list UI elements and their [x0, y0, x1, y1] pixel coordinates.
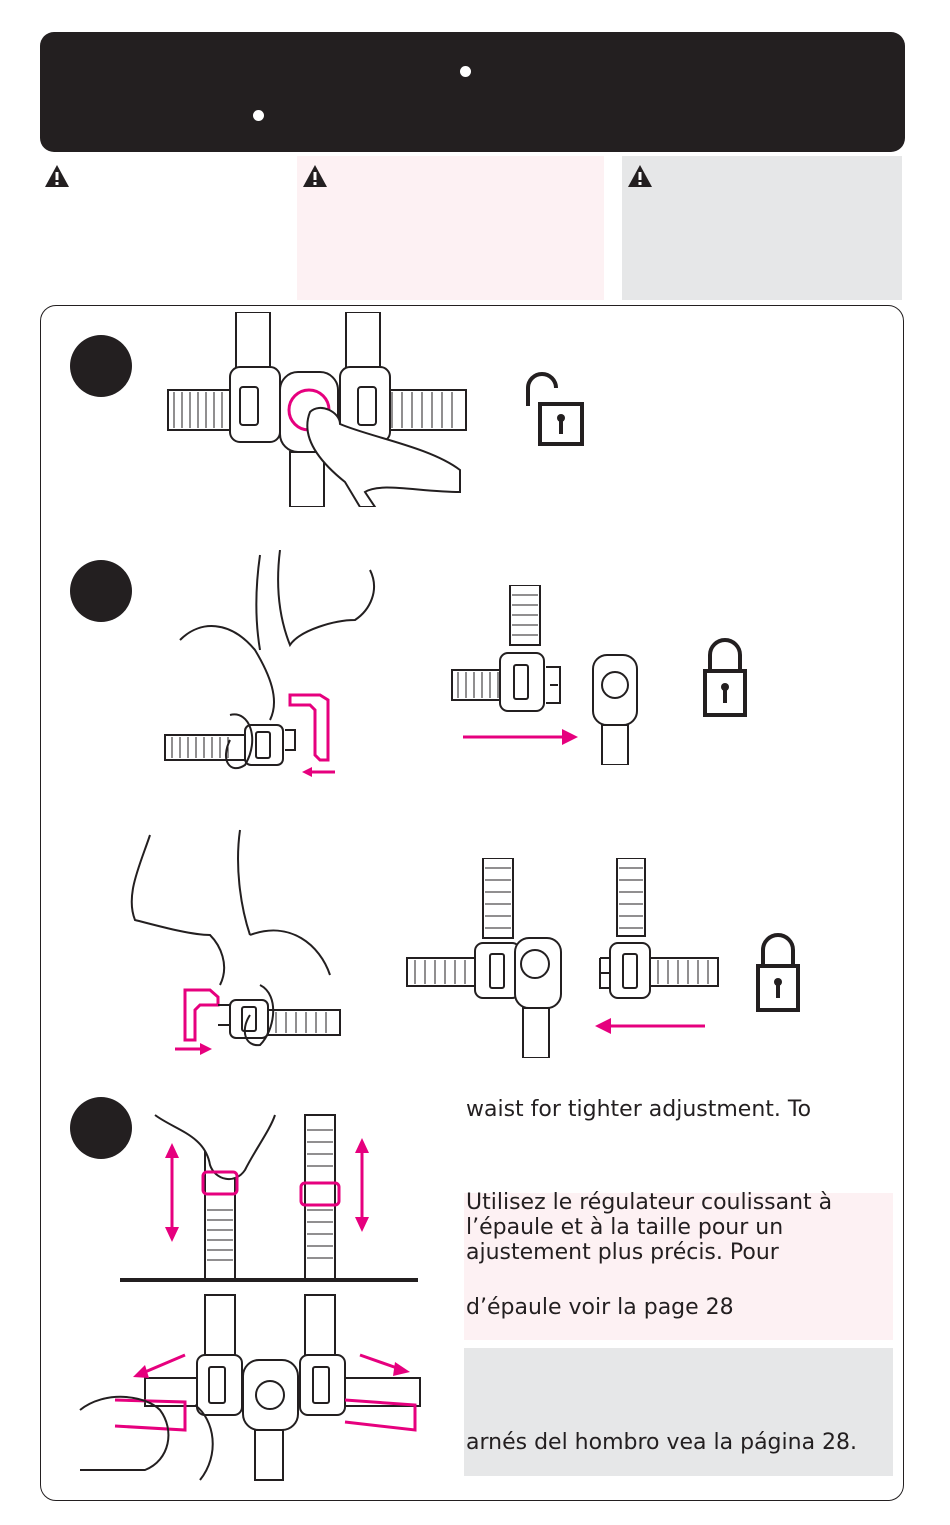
bullet-dot	[460, 66, 471, 77]
bullet-dot	[253, 110, 264, 121]
warning-icon	[44, 164, 70, 188]
buckle-tongue-hands-illustration-2	[120, 825, 350, 1060]
buckle-tongue-hands-illustration	[160, 550, 400, 780]
french-warning-column	[297, 156, 604, 300]
french-adjust-text-line-1: Utilisez le régulateur coulissant à	[466, 1190, 833, 1215]
french-adjust-text-line-2: l’épaule et à la taille pour un	[466, 1215, 784, 1240]
spanish-adjust-text: arnés del hombro vea la página 28.	[466, 1430, 858, 1455]
french-adjust-text-line-4: d’épaule voir la page 28	[466, 1295, 734, 1320]
spanish-warning-column	[622, 156, 902, 300]
warning-icon	[627, 164, 653, 188]
english-adjust-text: waist for tighter adjustment. To	[466, 1097, 812, 1122]
slide-adjuster-illustration	[75, 1110, 425, 1485]
unlocked-padlock-icon	[520, 370, 586, 450]
harness-buckle-release-illustration	[160, 312, 480, 507]
french-adjust-text-line-3: ajustement plus précis. Pour	[466, 1240, 779, 1265]
step-1-marker	[70, 335, 132, 397]
locked-padlock-icon	[753, 930, 803, 1015]
locked-padlock-icon	[700, 635, 750, 720]
buckle-insertion-illustration-2	[405, 858, 725, 1058]
step-2-marker	[70, 560, 132, 622]
header-bar	[40, 32, 905, 152]
spanish-adjust-text-block	[464, 1348, 893, 1476]
buckle-insertion-illustration	[450, 585, 660, 765]
warning-icon	[302, 164, 328, 188]
